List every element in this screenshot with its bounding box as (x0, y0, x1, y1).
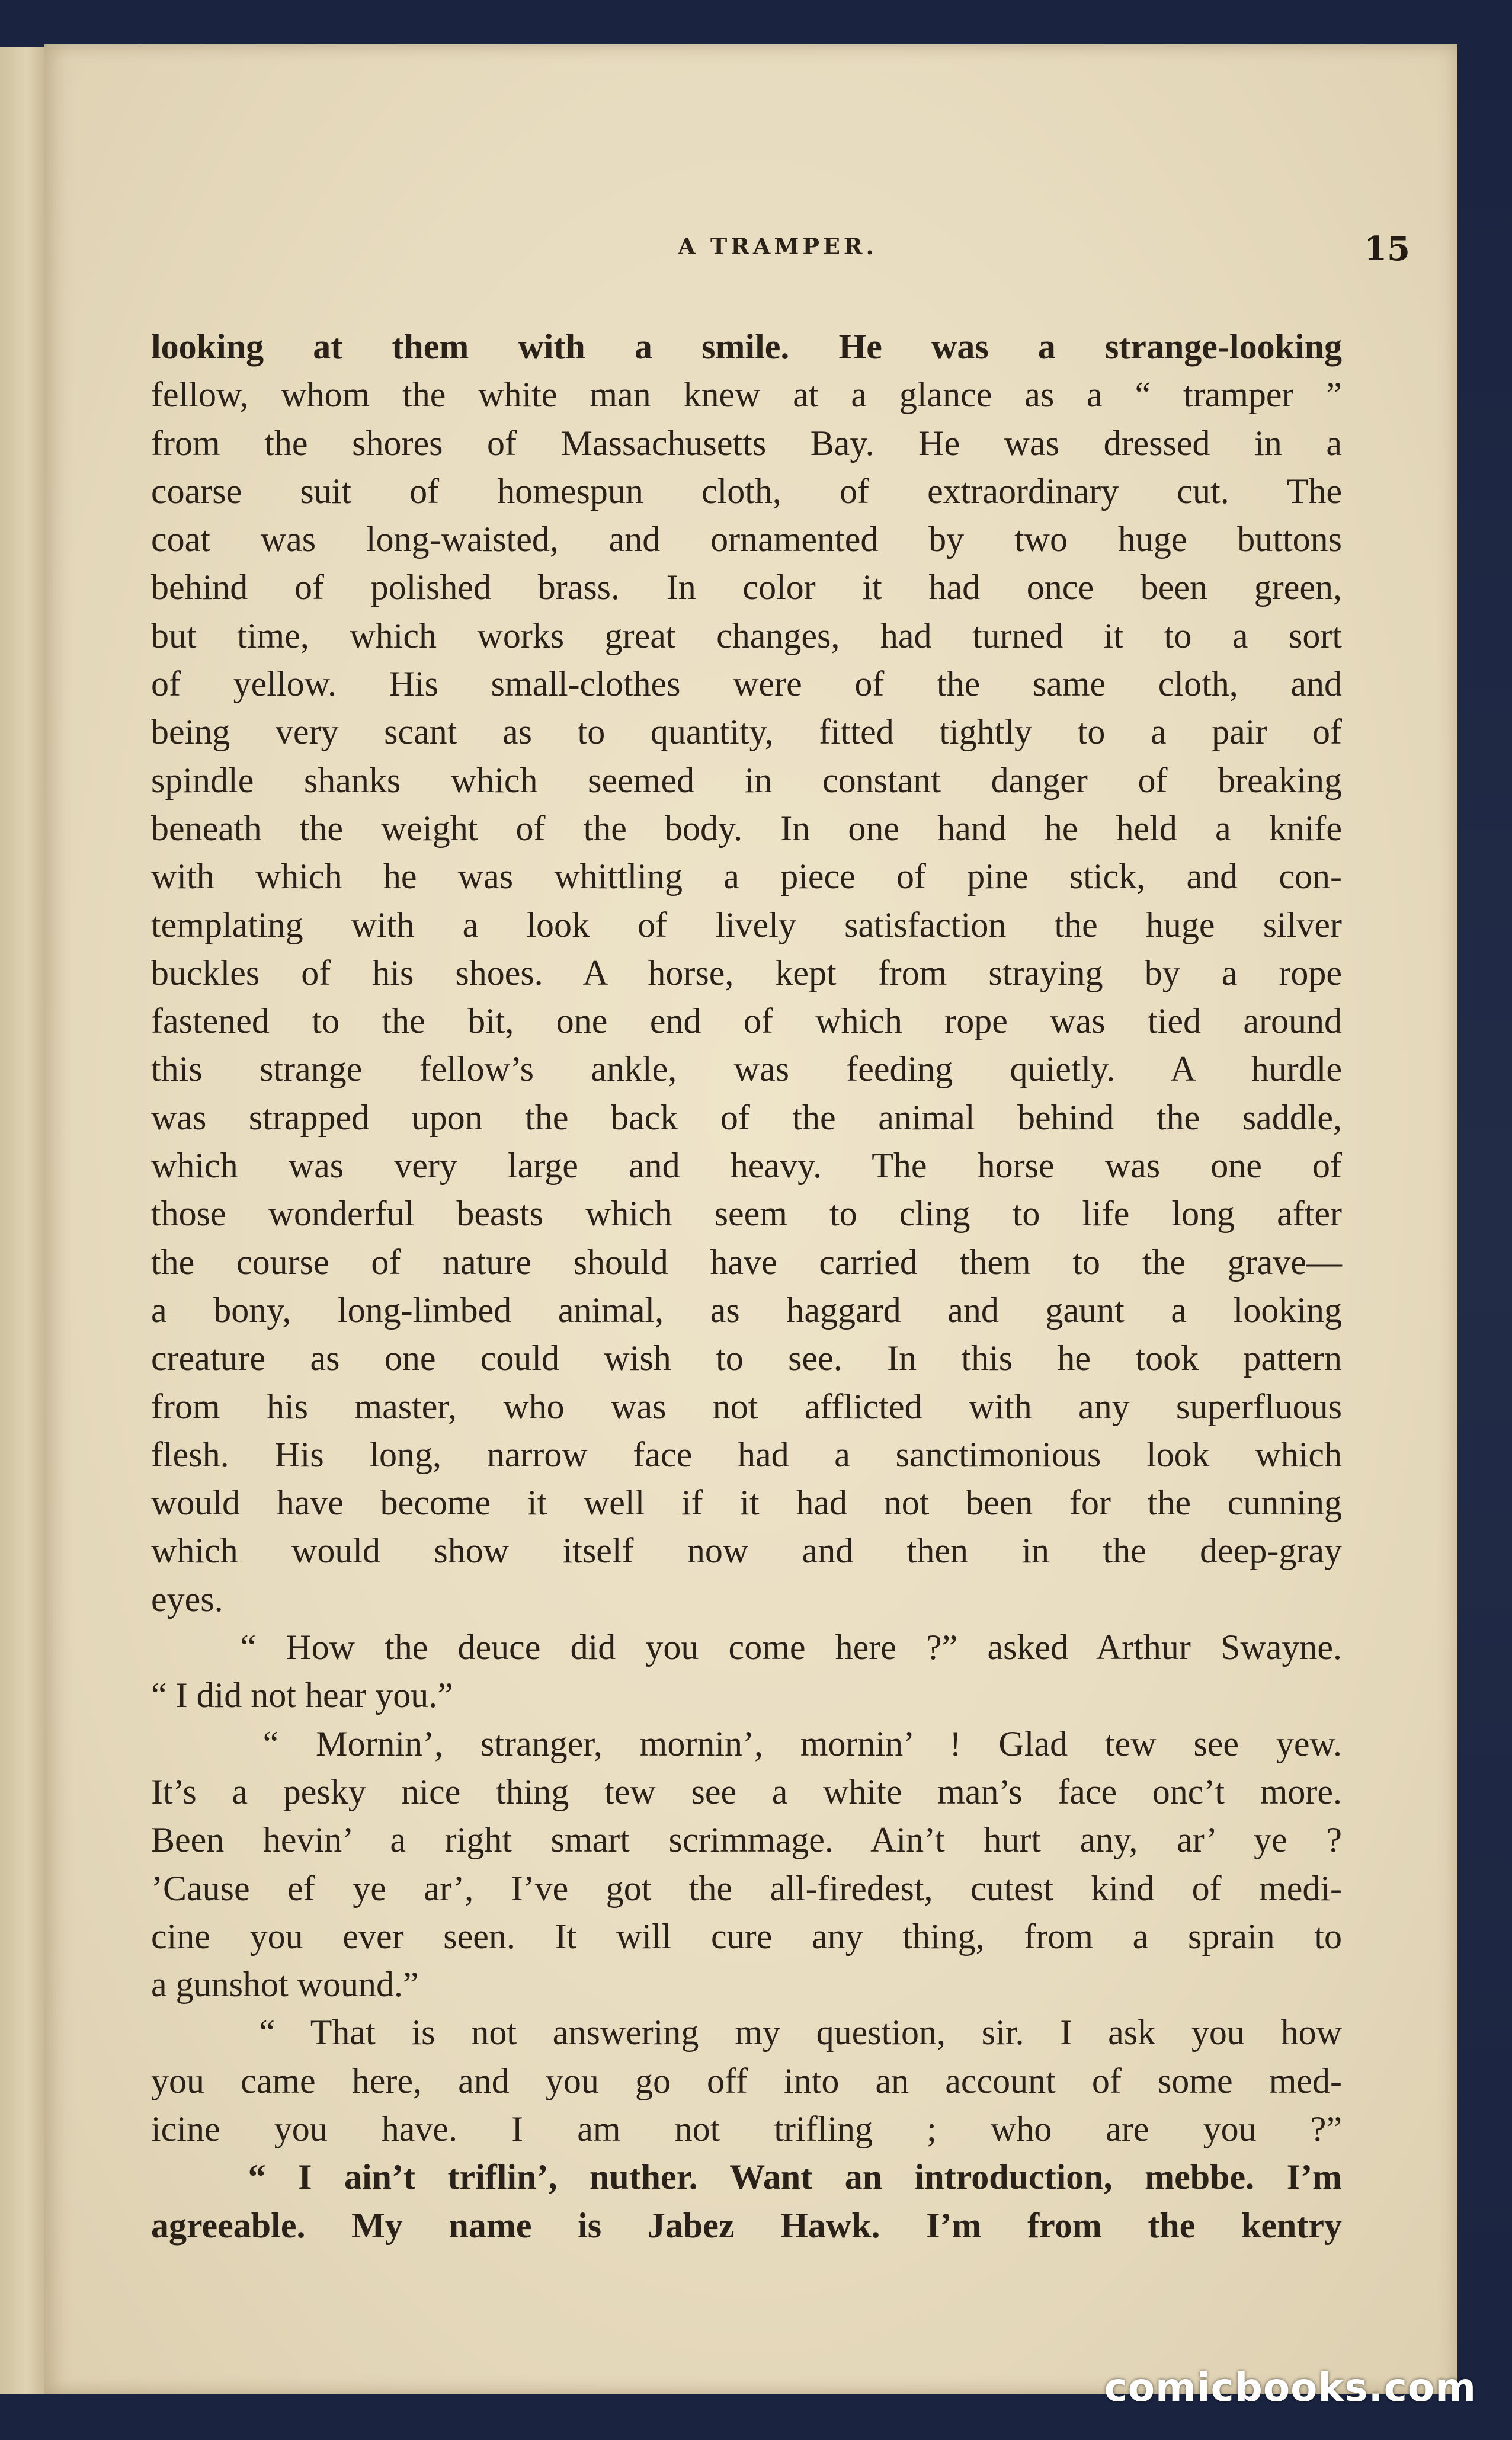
text-line: which was very large and heavy. The horse was one of (151, 1146, 1342, 1186)
text-line: fastened to the bit, one end of which rope was tied around (151, 1001, 1342, 1041)
text-line: with which he was whittling a piece of pine stick, and con- (151, 857, 1342, 896)
text-line: behind of polished brass. In color it had once been green, (151, 568, 1342, 607)
facing-page-edge (0, 47, 46, 2394)
text-line: “ That is not answering my question, sir. I ask you how (151, 2013, 1342, 2052)
text-line: “ I ain’t triflin’, nuther. Want an introduction, mebbe. I’m (151, 2157, 1342, 2197)
text-line: looking at them with a smile. He was a strange-looking (151, 327, 1342, 366)
text-line: a gunshot wound.” (151, 1965, 419, 2004)
text-line: was strapped upon the back of the animal behind the saddle, (151, 1097, 1342, 1137)
text-line: beneath the weight of the body. In one hand he held a knife (151, 808, 1342, 848)
text-line: the course of nature should have carried them to the grave— (151, 1242, 1342, 1282)
book-page (44, 44, 1457, 2394)
text-line: but time, which works great changes, had turned it to a sort (151, 616, 1342, 655)
text-line: this strange fellow’s ankle, was feeding quietly. A hurdle (151, 1049, 1342, 1089)
text-line: agreeable. My name is Jabez Hawk. I’m from the kentry (151, 2205, 1342, 2245)
text-line: flesh. His long, narrow face had a sanctimonious look which (151, 1434, 1342, 1474)
body-text (151, 323, 1342, 2250)
site-watermark: comicbooks.com (1104, 2365, 1476, 2410)
text-line: Been hevin’ a right smart scrimmage. Ain’t hurt any, ar’ ye ? (151, 1820, 1342, 1860)
text-line: buckles of his shoes. A horse, kept from straying by a rope (151, 953, 1342, 992)
page-number: 15 (1364, 229, 1410, 268)
text-line: cine you ever seen. It will cure any thing, from a sprain to (151, 1916, 1342, 1956)
text-line: which would show itself now and then in the deep-gray (151, 1531, 1342, 1571)
running-head (44, 229, 1457, 268)
text-line: from his master, who was not afflicted with any superfluous (151, 1386, 1342, 1426)
text-line: coat was long-waisted, and ornamented by two huge buttons (151, 520, 1342, 559)
text-line: ’Cause ef ye ar’, I’ve got the all-firedest, cutest kind of medi- (151, 1868, 1342, 1908)
text-line: a bony, long-limbed animal, as haggard and gaunt a looking (151, 1290, 1342, 1330)
text-line: creature as one could wish to see. In this he took pattern (151, 1339, 1342, 1378)
running-title: A TRAMPER. (678, 233, 877, 260)
text-line: templating with a look of lively satisfaction the huge silver (151, 905, 1342, 944)
text-line: “ Mornin’, stranger, mornin’, mornin’ ! Glad tew see yew. (151, 1724, 1342, 1763)
text-line: from the shores of Massachusetts Bay. He was dressed in a (151, 423, 1342, 463)
text-line: being very scant as to quantity, fitted tightly to a pair of (151, 712, 1342, 752)
text-line: you came here, and you go off into an account of some med- (151, 2061, 1342, 2100)
text-line: fellow, whom the white man knew at a glance as a “ tramper ” (151, 375, 1342, 415)
text-line: eyes. (151, 1579, 223, 1619)
text-line: of yellow. His small-clothes were of the same cloth, and (151, 664, 1342, 704)
text-line: spindle shanks which seemed in constant danger of breaking (151, 760, 1342, 800)
text-line: those wonderful beasts which seem to cling to life long after (151, 1194, 1342, 1234)
text-line: coarse suit of homespun cloth, of extraordinary cut. The (151, 471, 1342, 511)
text-line: “ I did not hear you.” (151, 1676, 453, 1715)
text-line: would have become it well if it had not been for the cunning (151, 1483, 1342, 1523)
text-line: It’s a pesky nice thing tew see a white man’s face onc’t more. (151, 1772, 1342, 1811)
text-line: “ How the deuce did you come here ?” asked Arthur Swayne. (151, 1628, 1342, 1667)
text-line: icine you have. I am not trifling ; who are you ?” (151, 2109, 1342, 2148)
